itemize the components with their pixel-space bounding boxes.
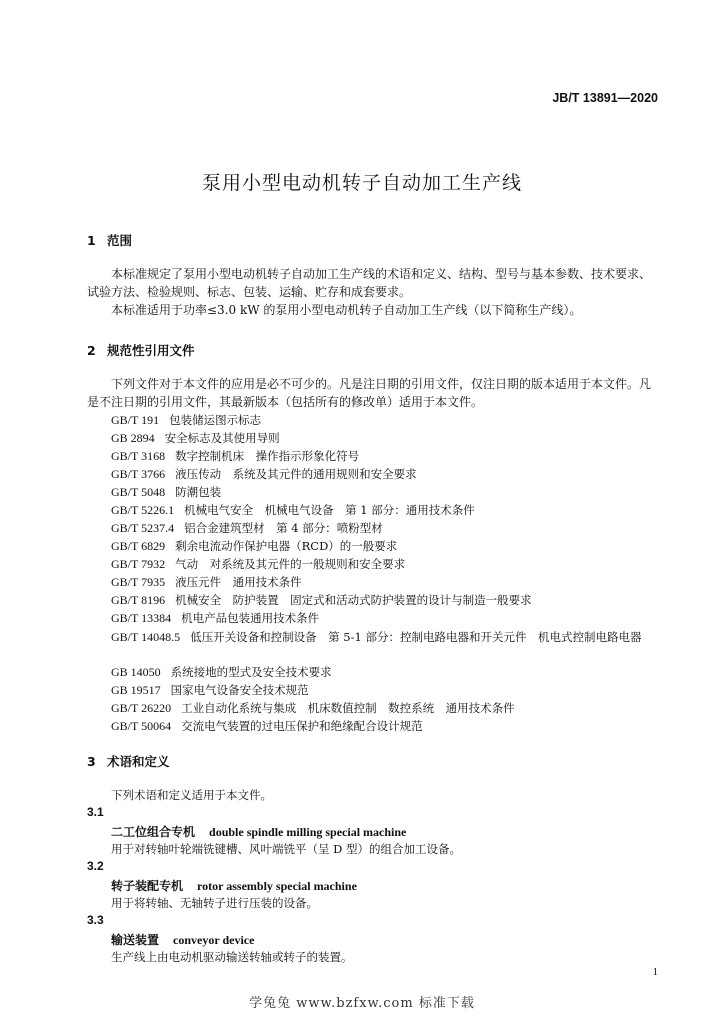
section-number: 3 bbox=[87, 754, 96, 769]
term-name-en: conveyor device bbox=[173, 933, 255, 947]
reference-item bbox=[111, 682, 309, 698]
reference-item bbox=[111, 718, 423, 734]
reference-code: GB/T 3766 bbox=[111, 467, 166, 481]
reference-item bbox=[111, 574, 302, 590]
reference-title: 数字控制机床 操作指示形象化符号 bbox=[175, 449, 360, 463]
section-title: 术语和定义 bbox=[107, 754, 170, 769]
reference-title: 国家电气设备安全技术规范 bbox=[170, 683, 309, 697]
reference-code: GB 2894 bbox=[111, 431, 155, 445]
reference-code: GB/T 191 bbox=[111, 413, 160, 427]
reference-code: GB/T 50064 bbox=[111, 719, 172, 733]
reference-item bbox=[111, 484, 221, 500]
reference-title: 工业自动化系统与集成 机床数值控制 数控系统 通用技术条件 bbox=[181, 701, 515, 715]
reference-item bbox=[111, 592, 532, 608]
term-name bbox=[111, 931, 254, 948]
reference-item bbox=[111, 538, 397, 554]
term-definition: 用于对转轴叶轮端铣键槽、风叶端铣平（呈 D 型）的组合加工设备。 bbox=[111, 842, 462, 856]
standard-code: JB/T 13891—2020 bbox=[552, 91, 658, 105]
reference-title: 气动 对系统及其元件的一般规则和安全要求 bbox=[175, 557, 406, 571]
reference-item bbox=[111, 520, 383, 536]
section-number: 1 bbox=[87, 233, 96, 248]
reference-title: 机械安全 防护装置 固定式和活动式防护装置的设计与制造一般要求 bbox=[175, 593, 532, 607]
reference-code: GB/T 7935 bbox=[111, 575, 166, 589]
reference-item bbox=[111, 700, 515, 716]
reference-title: 交流电气装置的过电压保护和绝缘配合设计规范 bbox=[181, 719, 423, 733]
reference-title: 剩余电流动作保护电器（RCD）的一般要求 bbox=[175, 539, 398, 553]
reference-title: 液压元件 通用技术条件 bbox=[175, 575, 302, 589]
reference-code: GB/T 7932 bbox=[111, 557, 166, 571]
reference-title: 包装储运图示标志 bbox=[169, 413, 262, 427]
term-number: 3.1 bbox=[87, 805, 104, 819]
section-3-heading bbox=[87, 752, 170, 770]
term-name bbox=[111, 877, 357, 894]
reference-code: GB 14050 bbox=[111, 665, 161, 679]
term-name bbox=[111, 823, 406, 840]
reference-title: 液压传动 系统及其元件的通用规则和安全要求 bbox=[175, 467, 417, 481]
reference-item bbox=[111, 664, 332, 680]
reference-item bbox=[111, 556, 405, 572]
term-name-en: rotor assembly special machine bbox=[197, 879, 357, 893]
reference-title: 防潮包装 bbox=[175, 485, 222, 499]
reference-code: GB/T 5226.1 bbox=[111, 503, 175, 517]
reference-item bbox=[111, 502, 475, 518]
reference-item bbox=[87, 628, 658, 646]
reference-code: GB/T 13384 bbox=[111, 611, 172, 625]
section-3-intro: 下列术语和定义适用于本文件。 bbox=[111, 788, 272, 802]
reference-code: GB/T 8196 bbox=[111, 593, 166, 607]
term-name-zh: 输送装置 bbox=[111, 933, 160, 947]
reference-code: GB/T 6829 bbox=[111, 539, 166, 553]
reference-title: 安全标志及其使用导则 bbox=[164, 431, 280, 445]
section-1-para-2: 本标准适用于功率≤3.0 kW 的泵用小型电动机转子自动加工生产线（以下简称生产线）。 bbox=[111, 303, 582, 317]
term-number: 3.2 bbox=[87, 859, 104, 873]
section-number: 2 bbox=[87, 343, 96, 358]
section-title: 规范性引用文件 bbox=[107, 343, 195, 358]
section-1-para-1: 本标准规定了泵用小型电动机转子自动加工生产线的术语和定义、结构、型号与基本参数、技术要求、试验方法、检验规则、标志、包装、运输、贮存和成套要求。 bbox=[87, 267, 652, 299]
term-name-en: double spindle milling special machine bbox=[209, 825, 407, 839]
section-2-heading bbox=[87, 341, 195, 359]
reference-title: 系统接地的型式及安全技术要求 bbox=[170, 665, 332, 679]
term-definition: 生产线上由电动机驱动输送转轴或转子的装置。 bbox=[111, 950, 353, 964]
reference-code: GB/T 5048 bbox=[111, 485, 166, 499]
reference-item bbox=[111, 466, 417, 482]
section-1-heading bbox=[87, 231, 132, 249]
reference-title: 机械电气安全 机械电气设备 第 1 部分：通用技术条件 bbox=[184, 503, 475, 517]
term-number: 3.3 bbox=[87, 913, 104, 927]
term-definition: 用于将转轴、无轴转子进行压装的设备。 bbox=[111, 896, 318, 910]
section-title: 范围 bbox=[107, 233, 133, 248]
reference-code: GB/T 26220 bbox=[111, 701, 172, 715]
watermark-text: 学兔兔 www.bzfxw.com 标准下载 bbox=[249, 996, 475, 1011]
term-name-zh: 二工位组合专机 bbox=[111, 825, 196, 839]
reference-title: 铝合金建筑型材 第 4 部分：喷粉型材 bbox=[184, 521, 383, 535]
term-name-zh: 转子装配专机 bbox=[111, 879, 184, 893]
reference-code: GB/T 14048.5 bbox=[111, 630, 181, 644]
section-2-intro: 下列文件对于本文件的应用是必不可少的。凡是注日期的引用文件，仅注日期的版本适用于本文件。凡是不注日期的引用文件，其最新版本（包括所有的修改单）适用于本文件。 bbox=[87, 377, 652, 409]
reference-code: GB/T 3168 bbox=[111, 449, 166, 463]
document-title: 泵用小型电动机转子自动加工生产线 bbox=[201, 172, 522, 194]
page-number: 1 bbox=[652, 966, 658, 978]
reference-item bbox=[111, 610, 319, 626]
reference-item bbox=[111, 448, 359, 464]
reference-code: GB/T 5237.4 bbox=[111, 521, 175, 535]
reference-title: 机电产品包装通用技术条件 bbox=[181, 611, 320, 625]
reference-code: GB 19517 bbox=[111, 683, 161, 697]
reference-item bbox=[111, 430, 280, 446]
reference-item bbox=[111, 412, 261, 428]
reference-title: 低压开关设备和控制设备 第 5-1 部分：控制电路电器和开关元件 机电式控制电路电器 bbox=[190, 630, 642, 644]
